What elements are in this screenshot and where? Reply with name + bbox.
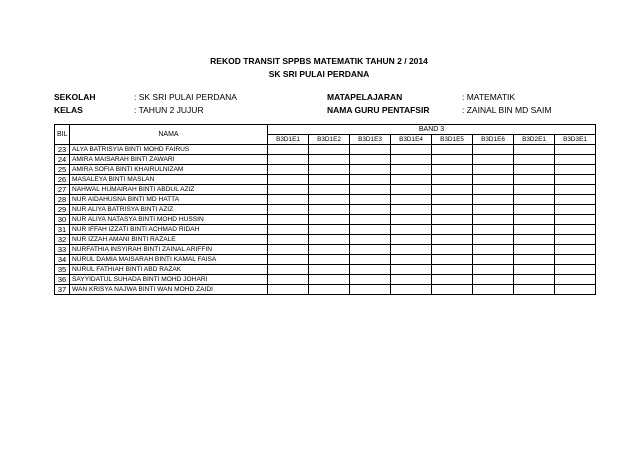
score-cell[interactable] [268,225,309,235]
score-cell[interactable] [555,245,596,255]
score-cell[interactable] [514,265,555,275]
score-cell[interactable] [391,165,432,175]
student-name: AMIRA MAISARAH BINTI ZAWARI [70,155,268,165]
score-cell[interactable] [432,235,473,245]
score-cell[interactable] [350,165,391,175]
score-cell[interactable] [473,285,514,295]
score-cell[interactable] [268,265,309,275]
score-cell[interactable] [555,145,596,155]
sekolah-value: : SK SRI PULAI PERDANA [134,92,237,102]
score-cell[interactable] [391,185,432,195]
score-cell[interactable] [391,225,432,235]
school-subtitle: SK SRI PULAI PERDANA [268,69,370,79]
table-row [55,165,596,175]
row-number: 35 [55,265,70,275]
score-cell[interactable] [514,225,555,235]
kelas-value: : TAHUN 2 JUJUR [134,105,204,115]
score-cell[interactable] [309,185,350,195]
score-cell[interactable] [473,265,514,275]
student-name: NURFATHIA INSYIRAH BINTI ZAINAL ARIFFIN [70,245,268,255]
score-cell[interactable] [350,245,391,255]
row-number: 24 [55,155,70,165]
row-number: 26 [55,175,70,185]
row-number: 34 [55,255,70,265]
score-cell[interactable] [268,205,309,215]
score-cell[interactable] [473,225,514,235]
row-number: 32 [55,235,70,245]
score-cell[interactable] [350,265,391,275]
score-cell[interactable] [350,195,391,205]
row-number: 28 [55,195,70,205]
table-row [55,245,596,255]
subheader-cell: B3D3E1 [555,135,596,145]
student-name: ALYA BATRISYIA BINTI MOHD FAIRUS [70,145,268,155]
header-nama: NAMA [70,125,268,145]
score-cell[interactable] [309,265,350,275]
student-name: NUR ALIYA BATRISYA BINTI AZIZ [70,205,268,215]
score-cell[interactable] [473,205,514,215]
score-cell[interactable] [514,145,555,155]
score-cell[interactable] [391,245,432,255]
row-number: 31 [55,225,70,235]
student-name: NURUL FATHIAH BINTI ABD RAZAK [70,265,268,275]
student-name: NAHWAL HUMAIRAH BINTI ABDUL AZIZ [70,185,268,195]
score-cell[interactable] [268,255,309,265]
score-cell[interactable] [514,165,555,175]
score-cell[interactable] [473,165,514,175]
score-cell[interactable] [350,205,391,215]
score-cell[interactable] [268,195,309,205]
score-cell[interactable] [391,265,432,275]
table-row [55,255,596,265]
student-name: WAN KRISYA NAJWA BINTI WAN MOHD ZAIDI [70,285,268,295]
score-cell[interactable] [350,235,391,245]
subheader-cell: B3D2E1 [514,135,555,145]
score-cell[interactable] [309,285,350,295]
score-cell[interactable] [350,155,391,165]
guru-label: NAMA GURU PENTAFSIR [327,105,430,115]
score-cell[interactable] [350,225,391,235]
score-cell[interactable] [555,255,596,265]
score-cell[interactable] [268,145,309,155]
score-cell[interactable] [432,195,473,205]
score-cell[interactable] [473,175,514,185]
score-cell[interactable] [555,205,596,215]
score-cell[interactable] [514,205,555,215]
subheader-cell: B3D1E6 [473,135,514,145]
score-cell[interactable] [432,175,473,185]
score-cell[interactable] [473,215,514,225]
score-cell[interactable] [309,155,350,165]
student-name: NUR IFFAH IZZATI BINTI ACHMAD RIDAH [70,225,268,235]
row-number: 30 [55,215,70,225]
score-cell[interactable] [473,275,514,285]
score-cell[interactable] [268,235,309,245]
score-cell[interactable] [555,235,596,245]
score-cell[interactable] [473,235,514,245]
score-cell[interactable] [514,275,555,285]
score-cell[interactable] [309,215,350,225]
score-cell[interactable] [350,175,391,185]
score-cell[interactable] [309,275,350,285]
score-cell[interactable] [268,175,309,185]
table-row [55,195,596,205]
score-cell[interactable] [391,285,432,295]
score-cell[interactable] [432,145,473,155]
score-cell[interactable] [268,215,309,225]
table-row [55,145,596,155]
subheader-cell: B3D1E5 [432,135,473,145]
score-cell[interactable] [391,275,432,285]
guru-value: : ZAINAL BIN MD SAIM [462,105,552,115]
score-cell[interactable] [514,185,555,195]
score-cell[interactable] [514,285,555,295]
score-cell[interactable] [555,225,596,235]
score-cell[interactable] [473,145,514,155]
score-cell[interactable] [309,205,350,215]
score-cell[interactable] [473,245,514,255]
student-name: SAYYIDATUL SUHADA BINTI MOHD JOHARI [70,275,268,285]
subheader-cell: B3D1E1 [268,135,309,145]
score-cell[interactable] [514,245,555,255]
score-cell[interactable] [432,275,473,285]
score-cell[interactable] [350,185,391,195]
score-cell[interactable] [555,155,596,165]
score-cell[interactable] [473,155,514,165]
row-number: 23 [55,145,70,155]
score-cell[interactable] [268,165,309,175]
student-name: NURUL DAMIA MAISARAH BINTI KAMAL FAISA [70,255,268,265]
score-cell[interactable] [432,185,473,195]
score-cell[interactable] [309,245,350,255]
score-cell[interactable] [514,155,555,165]
table-row [55,275,596,285]
score-cell[interactable] [391,215,432,225]
subheader-cell: B3D1E3 [350,135,391,145]
score-cell[interactable] [432,215,473,225]
score-cell[interactable] [432,205,473,215]
table-row [55,285,596,295]
score-cell[interactable] [309,225,350,235]
score-cell[interactable] [514,195,555,205]
subheader-cell: B3D1E2 [309,135,350,145]
table-row [55,235,596,245]
score-cell[interactable] [350,285,391,295]
score-cell[interactable] [432,285,473,295]
score-cell[interactable] [555,285,596,295]
student-name: NUR AIDAHUSNA BINTI MD HATTA [70,195,268,205]
table-row [55,185,596,195]
score-cell[interactable] [268,185,309,195]
row-number: 36 [55,275,70,285]
score-cell[interactable] [350,275,391,285]
matapelajaran-label: MATAPELAJARAN [327,92,403,102]
score-cell[interactable] [309,145,350,155]
score-cell[interactable] [391,235,432,245]
table-row [55,205,596,215]
score-cell[interactable] [309,235,350,245]
student-name: NUR ALIYA NATASYA BINTI MOHD HUSSIN [70,215,268,225]
score-cell[interactable] [391,205,432,215]
score-cell[interactable] [309,195,350,205]
score-cell[interactable] [555,265,596,275]
row-number: 27 [55,185,70,195]
row-number: 33 [55,245,70,255]
score-cell[interactable] [432,165,473,175]
score-cell[interactable] [555,275,596,285]
score-cell[interactable] [350,255,391,265]
student-table [54,124,596,295]
score-cell[interactable] [514,175,555,185]
score-cell[interactable] [391,175,432,185]
student-name: MASALEYA BINTI MASLAN [70,175,268,185]
score-cell[interactable] [432,255,473,265]
score-cell[interactable] [555,175,596,185]
score-cell[interactable] [514,255,555,265]
score-cell[interactable] [268,285,309,295]
score-cell[interactable] [555,215,596,225]
score-cell[interactable] [268,155,309,165]
kelas-label: KELAS [54,105,83,115]
score-cell[interactable] [432,245,473,255]
score-cell[interactable] [432,155,473,165]
subheader-cell: B3D1E4 [391,135,432,145]
score-cell[interactable] [391,145,432,155]
score-cell[interactable] [309,165,350,175]
document-title: REKOD TRANSIT SPPBS MATEMATIK TAHUN 2 / 2014 [210,56,428,66]
score-cell[interactable] [432,225,473,235]
row-number: 29 [55,205,70,215]
score-cell[interactable] [514,235,555,245]
header-band: BAND 3 [268,125,596,135]
table-row [55,265,596,275]
score-cell[interactable] [391,195,432,205]
header-bil: BIL [55,125,70,145]
score-cell[interactable] [514,215,555,225]
score-cell[interactable] [391,155,432,165]
score-cell[interactable] [473,185,514,195]
score-cell[interactable] [555,185,596,195]
table-row [55,155,596,165]
row-number: 37 [55,285,70,295]
score-cell[interactable] [309,175,350,185]
score-cell[interactable] [268,245,309,255]
score-cell[interactable] [309,255,350,265]
score-cell[interactable] [268,275,309,285]
table-row [55,175,596,185]
student-name: NUR IZZAH AMANI BINTI RAZALE [70,235,268,245]
score-cell[interactable] [555,165,596,175]
score-cell[interactable] [391,255,432,265]
score-cell[interactable] [473,195,514,205]
student-name: AMIRA SOFIA BINTI KHAIRULNIZAM [70,165,268,175]
matapelajaran-value: : MATEMATIK [462,92,516,102]
table-row [55,225,596,235]
score-cell[interactable] [350,145,391,155]
sekolah-label: SEKOLAH [54,92,96,102]
score-cell[interactable] [473,255,514,265]
score-cell[interactable] [350,215,391,225]
score-cell[interactable] [555,195,596,205]
table-row [55,215,596,225]
row-number: 25 [55,165,70,175]
score-cell[interactable] [432,265,473,275]
